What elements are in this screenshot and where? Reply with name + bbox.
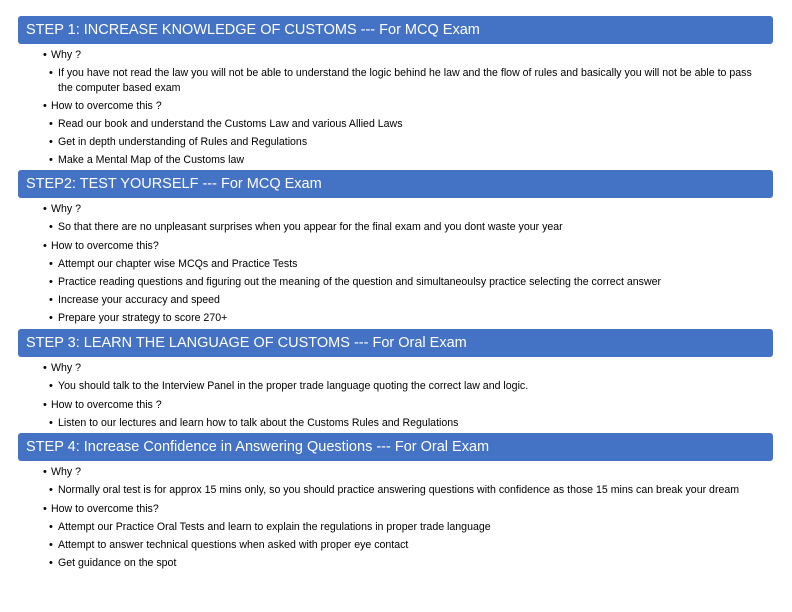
how-item: • Get guidance on the spot	[18, 556, 773, 571]
how-item: • Get in depth understanding of Rules and Regulations	[18, 135, 773, 150]
how-item: • Practice reading questions and figuring out the meaning of the question and simultaneoulsy practice selecting the correct answer	[18, 275, 773, 290]
step-4-bullets	[18, 465, 773, 570]
why-bullet: • Why ?	[18, 48, 773, 63]
step-3-section	[18, 329, 773, 430]
why-item: • So that there are no unpleasant surprises when you appear for the final exam and you dont waste your year	[18, 220, 773, 235]
step-2-bullets	[18, 202, 773, 325]
step-1-header: STEP 1: INCREASE KNOWLEDGE OF CUSTOMS --- For MCQ Exam	[18, 16, 773, 44]
step-1-section	[18, 16, 773, 168]
step-1-bullets	[18, 48, 773, 168]
why-item: • If you have not read the law you will not be able to understand the logic behind he law and the flow of rules and basically you will not be able to pass the computer based exam	[18, 66, 773, 95]
how-bullet: • How to overcome this ?	[18, 99, 773, 114]
step-2-section	[18, 170, 773, 325]
why-item: • Normally oral test is for approx 15 mins only, so you should practice answering questions with confidence as those 15 mins can break your dream	[18, 483, 773, 498]
step-4-section	[18, 433, 773, 570]
how-item: • Make a Mental Map of the Customs law	[18, 153, 773, 168]
how-item: • Increase your accuracy and speed	[18, 293, 773, 308]
how-item: • Read our book and understand the Customs Law and various Allied Laws	[18, 117, 773, 132]
step-3-header: STEP 3: LEARN THE LANGUAGE OF CUSTOMS --- For Oral Exam	[18, 329, 773, 357]
step-3-bullets	[18, 361, 773, 430]
how-item: • Attempt our chapter wise MCQs and Practice Tests	[18, 257, 773, 272]
how-bullet: • How to overcome this ?	[18, 398, 773, 413]
how-bullet: • How to overcome this?	[18, 239, 773, 254]
how-item: • Attempt to answer technical questions when asked with proper eye contact	[18, 538, 773, 553]
step-4-header: STEP 4: Increase Confidence in Answering Questions --- For Oral Exam	[18, 433, 773, 461]
how-item: • Listen to our lectures and learn how to talk about the Customs Rules and Regulations	[18, 416, 773, 431]
how-bullet: • How to overcome this?	[18, 502, 773, 517]
why-item: • You should talk to the Interview Panel in the proper trade language quoting the correct law and logic.	[18, 379, 773, 394]
step-2-header: STEP2: TEST YOURSELF --- For MCQ Exam	[18, 170, 773, 198]
why-bullet: • Why ?	[18, 361, 773, 376]
why-bullet: • Why ?	[18, 465, 773, 480]
why-bullet: • Why ?	[18, 202, 773, 217]
how-item: • Attempt our Practice Oral Tests and learn to explain the regulations in proper trade language	[18, 520, 773, 535]
how-item: • Prepare your strategy to score 270+	[18, 311, 773, 326]
